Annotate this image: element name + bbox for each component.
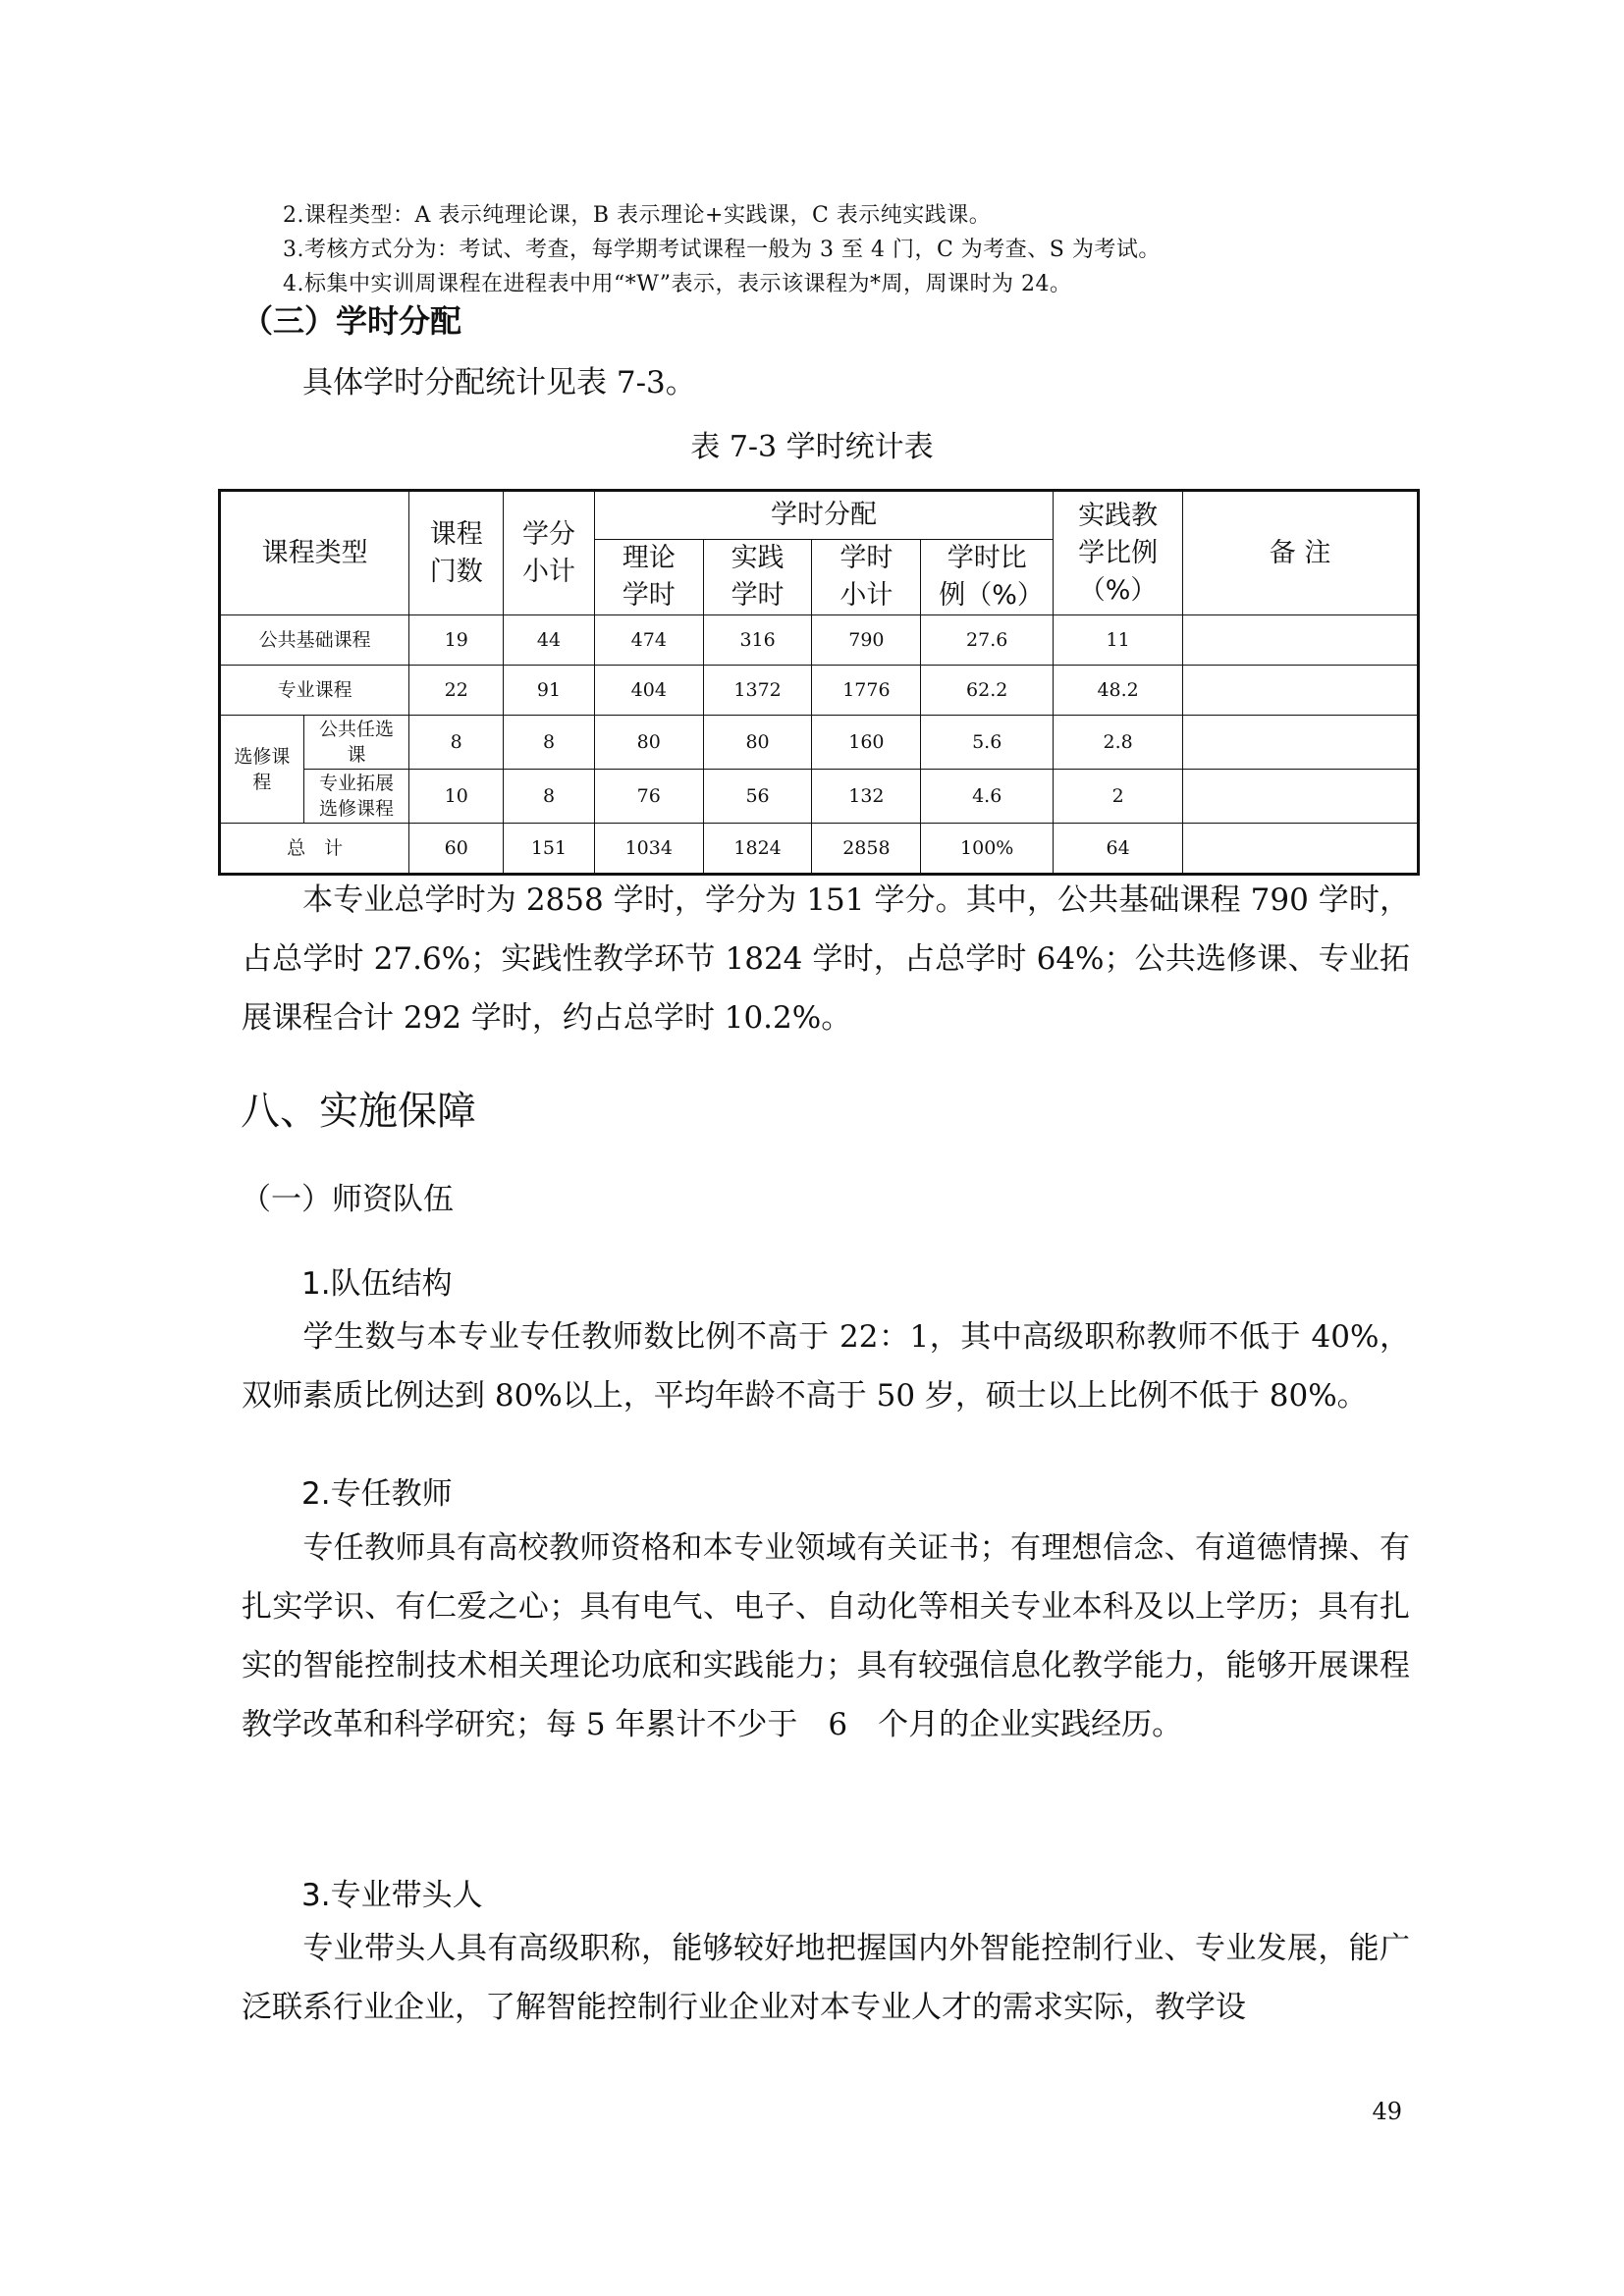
table-row <box>220 770 1419 824</box>
cell-practice-ratio: 48.2 <box>1054 666 1183 716</box>
item-paragraph-program-leader <box>242 1919 1410 2037</box>
cell-count: 60 <box>409 824 504 875</box>
cell-count: 8 <box>409 716 504 770</box>
total-label: 总 计 <box>220 824 409 875</box>
table-total-row <box>220 824 1419 875</box>
cell-ratio: 5.6 <box>921 716 1054 770</box>
cell-ratio: 100% <box>921 824 1054 875</box>
section-heading-hour-allocation: （三）学时分配 <box>242 302 462 340</box>
item-title-program-leader: 3.专业带头人 <box>301 1878 483 1913</box>
cell-practice: 316 <box>703 615 812 666</box>
cell-ratio: 62.2 <box>921 666 1054 716</box>
table-row <box>220 666 1419 716</box>
cell-subtotal: 132 <box>812 770 921 824</box>
item-title-team-structure: 1.队伍结构 <box>301 1266 453 1302</box>
summary-text: 本专业总学时为 2858 学时，学分为 151 学分。其中，公共基础课程 790 学时，占总学时 27.6%；实践性教学环节 1824 学时，占总学时 64%；公共选修课、专业拓展课程合计 292 学时，约占总学时 10.2%。 <box>242 882 1410 1036</box>
item-text: 学生数与本专业专任教师数比例不高于 22：1，其中高级职称教师不低于 40%，双师素质比例达到 80%以上，平均年龄不高于 50 岁，硕士以上比例不低于 80%。 <box>242 1319 1410 1414</box>
cell-practice-ratio: 64 <box>1054 824 1183 875</box>
item-paragraph-team-structure <box>242 1308 1410 1425</box>
row-label: 公共任选课 <box>303 716 409 770</box>
hours-statistics-table <box>218 489 1420 876</box>
cell-count: 22 <box>409 666 504 716</box>
cell-credits: 91 <box>504 666 595 716</box>
cell-practice: 1372 <box>703 666 812 716</box>
cell-credits: 151 <box>504 824 595 875</box>
cell-theory: 76 <box>594 770 703 824</box>
section-intro: 具体学时分配统计见表 7-3。 <box>302 365 696 400</box>
note-course-type: 2.课程类型：A 表示纯理论课，B 表示理论+实践课，C 表示纯实践课。 <box>283 203 992 228</box>
cell-remarks <box>1183 824 1419 875</box>
header-credit-subtotal: 学分小计 <box>504 491 595 615</box>
cell-remarks <box>1183 770 1419 824</box>
row-label: 专业拓展选修课程 <box>303 770 409 824</box>
note-assessment: 3.考核方式分为：考试、考查，每学期考试课程一般为 3 至 4 门，C 为考查、S 为考试。 <box>283 238 1161 262</box>
cell-theory: 474 <box>594 615 703 666</box>
cell-practice: 80 <box>703 716 812 770</box>
item-text: 专业带头人具有高级职称，能够较好地把握国内外智能控制行业、专业发展，能广泛联系行业企业，了解智能控制行业企业对本专业人才的需求实际，教学设 <box>242 1931 1410 2025</box>
cell-theory: 404 <box>594 666 703 716</box>
header-remarks: 备 注 <box>1183 491 1419 615</box>
cell-remarks <box>1183 716 1419 770</box>
header-hour-allocation: 学时分配 <box>594 491 1053 540</box>
cell-remarks <box>1183 666 1419 716</box>
header-course-type: 课程类型 <box>220 491 409 615</box>
cell-theory: 80 <box>594 716 703 770</box>
item-title-full-time-teachers: 2.专任教师 <box>301 1476 453 1512</box>
note-training-week: 4.标集中实训周课程在进程表中用“*W”表示，表示该课程为*周，周课时为 24。 <box>283 272 1072 296</box>
table-row <box>220 716 1419 770</box>
cell-practice: 1824 <box>703 824 812 875</box>
cell-credits: 8 <box>504 716 595 770</box>
table-caption: 表 7-3 学时统计表 <box>690 430 934 464</box>
cell-subtotal: 160 <box>812 716 921 770</box>
cell-practice: 56 <box>703 770 812 824</box>
cell-subtotal: 1776 <box>812 666 921 716</box>
cell-subtotal: 2858 <box>812 824 921 875</box>
subheading-faculty: （一）师资队伍 <box>241 1182 454 1217</box>
summary-paragraph <box>242 871 1410 1047</box>
chapter-heading-implementation: 八、实施保障 <box>241 1089 476 1134</box>
cell-credits: 8 <box>504 770 595 824</box>
cell-theory: 1034 <box>594 824 703 875</box>
header-theory-hours: 理论学时 <box>594 540 703 615</box>
cell-practice-ratio: 11 <box>1054 615 1183 666</box>
table-row <box>220 615 1419 666</box>
header-hours-subtotal: 学时小计 <box>812 540 921 615</box>
header-practice-ratio: 实践教学比例（%） <box>1054 491 1183 615</box>
cell-ratio: 4.6 <box>921 770 1054 824</box>
row-label: 专业课程 <box>220 666 409 716</box>
cell-remarks <box>1183 615 1419 666</box>
header-hours-ratio: 学时比例（%） <box>921 540 1054 615</box>
elective-group-label: 选修课程 <box>220 716 304 824</box>
header-course-count: 课程门数 <box>409 491 504 615</box>
header-practice-hours: 实践学时 <box>703 540 812 615</box>
cell-subtotal: 790 <box>812 615 921 666</box>
cell-ratio: 27.6 <box>921 615 1054 666</box>
page-number: 49 <box>1372 2098 1402 2125</box>
item-paragraph-full-time-teachers <box>242 1519 1410 1754</box>
item-text: 专任教师具有高校教师资格和本专业领域有关证书；有理想信念、有道德情操、有扎实学识、有仁爱之心；具有电气、电子、自动化等相关专业本科及以上学历；具有扎实的智能控制技术相关理论功底和实践能力；具有较强信息化教学能力，能够开展课程教学改革和科学研究；每 5 年累计不少于 6 个月的企业实践经历。 <box>242 1530 1410 1742</box>
cell-credits: 44 <box>504 615 595 666</box>
cell-count: 19 <box>409 615 504 666</box>
cell-practice-ratio: 2 <box>1054 770 1183 824</box>
cell-count: 10 <box>409 770 504 824</box>
row-label: 公共基础课程 <box>220 615 409 666</box>
cell-practice-ratio: 2.8 <box>1054 716 1183 770</box>
